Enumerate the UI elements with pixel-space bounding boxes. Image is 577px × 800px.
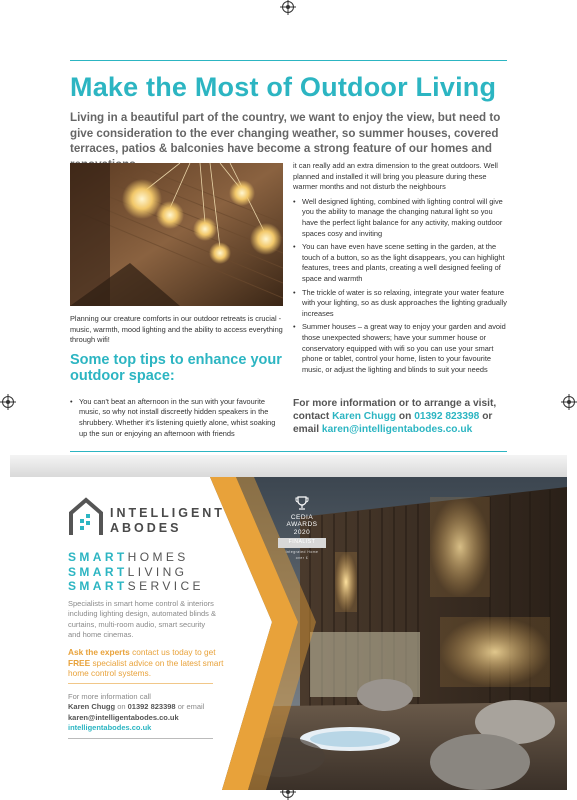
logo-line-2: ABODES <box>110 521 182 535</box>
intelligent-abodes-ad <box>10 477 567 790</box>
cta-divider <box>68 683 213 684</box>
registration-mark-right <box>563 396 575 408</box>
right-lead: it can really add an extra dimension to the great outdoors. Well planned and installed it will bring you pleasure during these warmer months and not disturb the neighbours <box>293 161 498 192</box>
registration-mark-left <box>2 396 14 408</box>
contact-name: Karen Chugg <box>332 411 397 423</box>
list-item: • Summer houses – a great way to enjoy your garden and avoid those unexpected showers; have your summer house or conservatory equipped with wifi so you can use your smart phone or tablet, control your home, listen to your favourite music, or adjust the lighting and blinds to suit your needs <box>293 322 509 375</box>
tips-subheading: Some top tips to enhance your outdoor space: <box>70 351 282 385</box>
bottom-rule <box>70 451 507 452</box>
info-name: Karen Chugg <box>68 702 116 712</box>
article-intro: Living in a beautiful part of the country, we want to enjoy the view, but need to give consideration to the ever changing weather, so summer houses, covered terraces, patios & balconies have become a strong feature of our homes and <box>70 111 501 156</box>
contact-email[interactable]: karen@intelligentabodes.co.uk <box>321 424 473 436</box>
info-website[interactable]: intelligentabodes.co.uk <box>68 723 152 733</box>
list-item: • The trickle of water is so relaxing, integrate your water feature with your lighting, so as dusk approaches the lighting gradually increases <box>293 288 509 320</box>
interior-lights-photo <box>70 163 283 306</box>
ad-call-to-action: Ask the experts contact us today to get FREE specialist advice on the latest smart home control systems. <box>68 647 228 684</box>
list-item: • Well designed lighting, combined with lighting control will give you the ability to manage the changing natural light so you have the perfect light balance for any activity, making outdoor spaces cosy and inviting <box>293 197 509 239</box>
list-item: • You can have even have scene setting in the garden, at the touch of a button, so as the light disappears, you can highlight features, trees and plants, creating a well designed feeling of space and warmth <box>293 242 509 284</box>
left-tips-list <box>70 397 285 439</box>
ad-shadow <box>10 455 567 477</box>
smart-tagline <box>68 550 204 594</box>
info-phone[interactable]: 01392 823398 <box>127 702 176 712</box>
list-item: • You can't beat an afternoon in the sun with your favourite music, so why not install discreetly hidden speakers in the shrubbery. Whether it's listening quietly alone, whist soaking up the sun or enjoying an afternoon with friends <box>70 397 285 439</box>
logo-line-1: INTELLIGENT <box>110 506 225 520</box>
info-email[interactable]: karen@intelligentabodes.co.uk <box>68 712 179 722</box>
ad-description: Specialists in smart home control & interiors including lighting design, automated blinds & curtains, multi-room audio, smart security and home cinemas. <box>68 599 217 640</box>
contact-or-email: or email <box>293 411 493 436</box>
logo-wordmark <box>110 506 225 536</box>
left-column <box>70 314 285 442</box>
smart-line: SMARTLIVING <box>68 564 188 579</box>
contact-block <box>293 397 513 437</box>
info-divider <box>68 738 213 739</box>
trophy-icon <box>294 495 310 511</box>
smart-line: SMARTSERVICE <box>68 579 204 594</box>
cedia-award-badge: CEDIA AWARDS 2020 FINALIST Integrated Home over £ <box>272 495 332 560</box>
contact-phone[interactable]: 01392 823398 <box>414 411 480 423</box>
left-paragraph: Planning our creature comforts in our outdoor retreats is crucial - music, warmth, mood lighting and the ability to access everything through wifi! <box>70 314 283 345</box>
article-title: Make the Most of Outdoor Living <box>70 72 497 102</box>
info-label: For more information call <box>68 692 151 701</box>
ad-contact-info: For more information call Karen Chugg on 01392 823398 or email karen@intelligentabodes.co.uk intelligentabodes.co.uk <box>68 692 238 739</box>
right-tips-list <box>293 197 509 376</box>
registration-mark-top <box>282 1 294 13</box>
smart-line: SMARTHOMES <box>68 550 189 564</box>
contact-lead: For more information or to arrange a visit, contact <box>293 398 497 423</box>
right-column <box>293 161 509 378</box>
contact-on: on <box>398 411 412 423</box>
award-finalist-box: FINALIST <box>278 538 326 548</box>
top-rule <box>70 60 507 61</box>
